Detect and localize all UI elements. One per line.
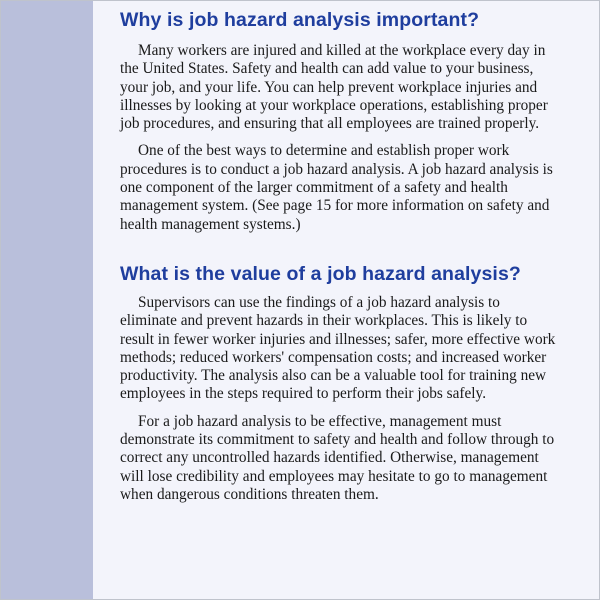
paragraph: Many workers are injured and killed at the workplace every day in the United States. Safety and health can add value to your business, your job, and your life. You can help prevent workplace injuries and illnesses by looking at your workplace operations, establishing proper job procedures, and ensuring that all employees are trained properly.: [120, 42, 548, 133]
paragraph: For a job hazard analysis to be effective, management must demonstrate its commitment to safety and health and follow through to correct any uncontrolled hazards identified. Otherwise, management will lose credibility and employees may hesitate to go to management when dangerous conditions threaten them.: [120, 412, 555, 503]
section-heading-why-important: Why is job hazard analysis important?: [120, 9, 480, 31]
document-content: [120, 8, 560, 504]
document-page: [93, 1, 599, 599]
paragraph: One of the best ways to determine and establish proper work procedures is to conduct a job hazard analysis. A job hazard analysis is one component of the larger commitment of a safety and health management system. (See page 15 for more information on safety and health management systems.): [120, 142, 553, 233]
section-heading-value: What is the value of a job hazard analysis?: [120, 262, 521, 285]
page-sidebar: [1, 1, 93, 599]
paragraph: Supervisors can use the findings of a job hazard analysis to eliminate and prevent hazards in their workplaces. This is likely to result in fewer worker injuries and illnesses; safer, more effective work methods; reduced workers' compensation costs; and increased worker productivity. The analysis also can be a valuable tool for training new employees in the steps required to perform their jobs safely.: [120, 293, 556, 403]
